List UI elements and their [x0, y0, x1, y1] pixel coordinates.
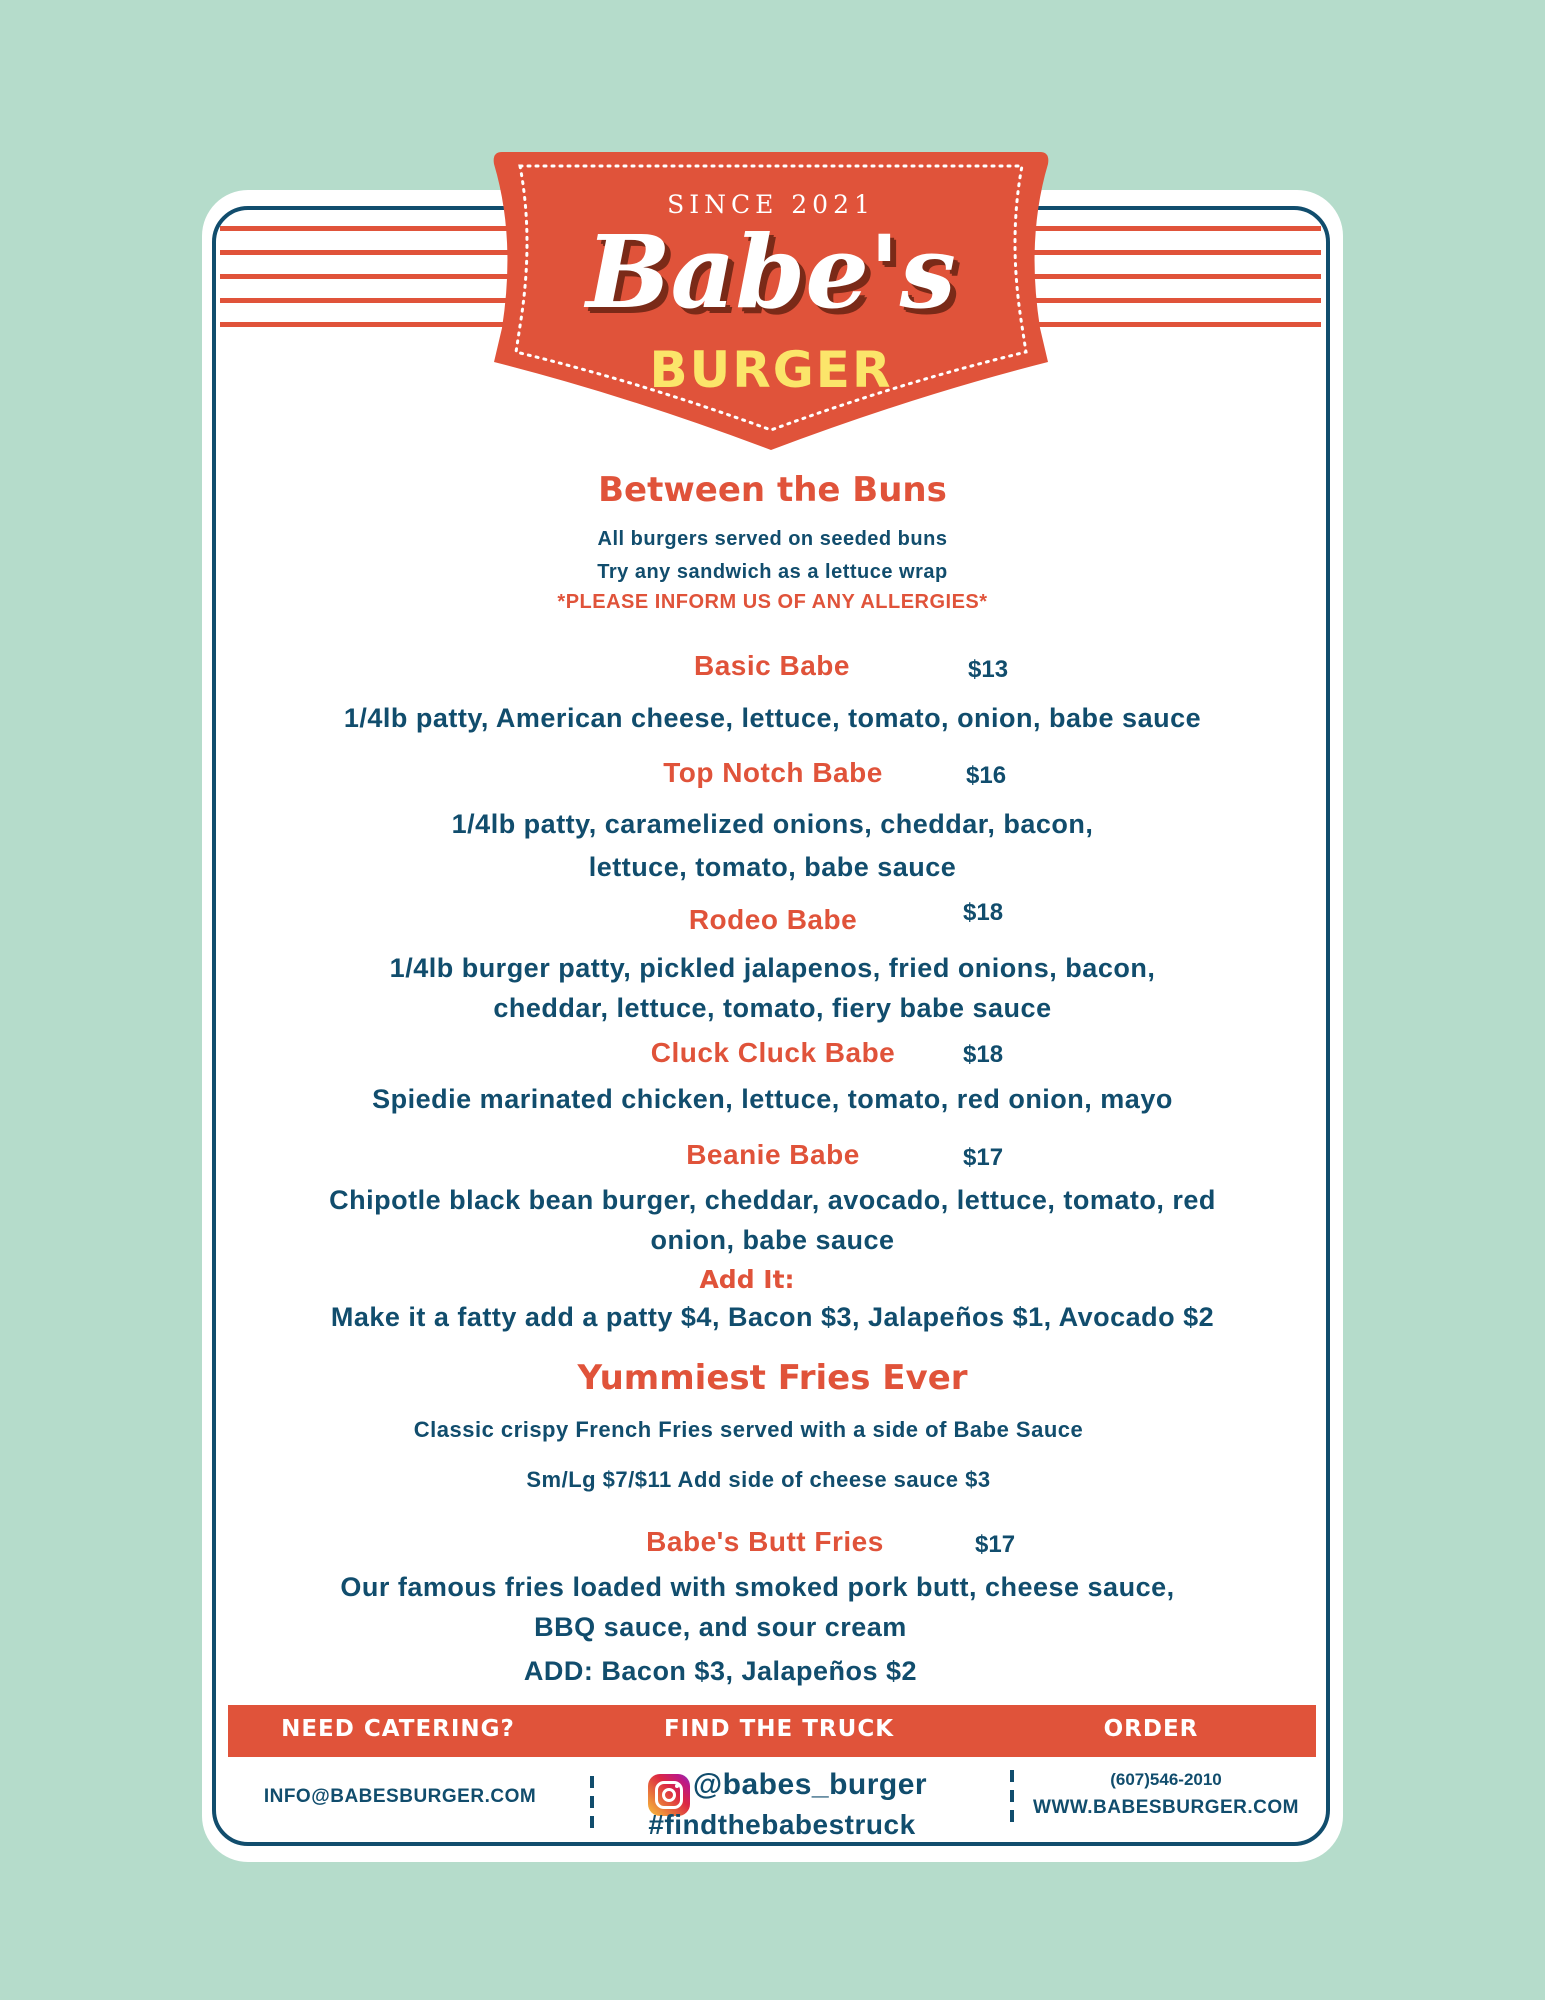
- footer-divider: [590, 1776, 594, 1832]
- left-stripes: [220, 226, 520, 330]
- brand-script: Babe's: [586, 213, 956, 331]
- footer-divider: [1010, 1770, 1014, 1826]
- item-price-basic-babe: $13: [968, 656, 1009, 683]
- item-price-butt-fries: $17: [975, 1531, 1016, 1558]
- item-name-cluck-cluck-babe: Cluck Cluck Babe: [650, 1037, 896, 1068]
- footer-label-find-truck: FIND THE TRUCK: [663, 1716, 895, 1742]
- footer-label-catering: NEED CATERING?: [281, 1716, 515, 1742]
- item-price-rodeo-babe: $18: [963, 899, 1004, 926]
- burger-note: Try any sandwich as a lettuce wrap: [597, 561, 948, 583]
- hashtag: #findthebabestruck: [648, 1809, 916, 1840]
- item-price-beanie-babe: $17: [963, 1144, 1004, 1171]
- instagram-handle[interactable]: @babes_burger: [692, 1768, 928, 1801]
- item-name-rodeo-babe: Rodeo Babe: [688, 904, 858, 935]
- right-stripes: [1025, 226, 1321, 330]
- burger-note: All burgers served on seeded buns: [597, 528, 948, 550]
- add-it-title: Add It:: [699, 1265, 795, 1294]
- item-name-top-notch-babe: Top Notch Babe: [663, 757, 883, 788]
- item-name-basic-babe: Basic Babe: [694, 650, 850, 681]
- fries-desc: Classic crispy French Fries served with a side of Babe Sauce: [413, 1417, 1084, 1442]
- item-desc-butt-fries: BBQ sauce, and sour cream: [534, 1612, 907, 1642]
- add-it-text: Make it a fatty add a patty $4, Bacon $3, Jalapeños $1, Avocado $2: [330, 1302, 1215, 1332]
- brand-word: BURGER: [649, 341, 893, 399]
- item-desc-basic-babe: 1/4lb patty, American cheese, lettuce, tomato, onion, babe sauce: [343, 703, 1202, 733]
- item-desc-top-notch-babe: 1/4lb patty, caramelized onions, cheddar, bacon,: [451, 809, 1094, 839]
- since-label: SINCE 2021: [667, 190, 875, 219]
- footer-label-order: ORDER: [1103, 1716, 1199, 1742]
- item-desc-rodeo-babe: cheddar, lettuce, tomato, fiery babe sauce: [493, 993, 1052, 1023]
- item-desc-top-notch-babe: lettuce, tomato, babe sauce: [588, 852, 957, 882]
- footer-email[interactable]: INFO@BABESBURGER.COM: [263, 1786, 537, 1807]
- fries-add-text: ADD: Bacon $3, Jalapeños $2: [523, 1656, 918, 1686]
- item-desc-rodeo-babe: 1/4lb burger patty, pickled jalapenos, fried onions, bacon,: [389, 953, 1156, 983]
- allergy-notice: *PLEASE INFORM US OF ANY ALLERGIES*: [557, 591, 988, 613]
- item-price-top-notch-babe: $16: [966, 762, 1007, 789]
- item-desc-butt-fries: Our famous fries loaded with smoked pork butt, cheese sauce,: [340, 1572, 1175, 1602]
- item-name-butt-fries: Babe's Butt Fries: [646, 1526, 884, 1557]
- footer-website[interactable]: WWW.BABESBURGER.COM: [1033, 1797, 1299, 1818]
- fries-sizes: Sm/Lg $7/$11 Add side of cheese sauce $3: [526, 1467, 991, 1492]
- item-desc-beanie-babe: Chipotle black bean burger, cheddar, avocado, lettuce, tomato, red: [329, 1185, 1216, 1215]
- item-desc-beanie-babe: onion, babe sauce: [650, 1225, 895, 1255]
- section-title-fries: Yummiest Fries Ever: [577, 1358, 968, 1398]
- item-desc-cluck-cluck-babe: Spiedie marinated chicken, lettuce, tomato, red onion, mayo: [372, 1084, 1173, 1114]
- item-price-cluck-cluck-babe: $18: [963, 1041, 1004, 1068]
- item-name-beanie-babe: Beanie Babe: [686, 1139, 860, 1170]
- section-title-burgers: Between the Buns: [598, 470, 947, 510]
- footer-phone[interactable]: (607)546-2010: [1110, 1770, 1222, 1789]
